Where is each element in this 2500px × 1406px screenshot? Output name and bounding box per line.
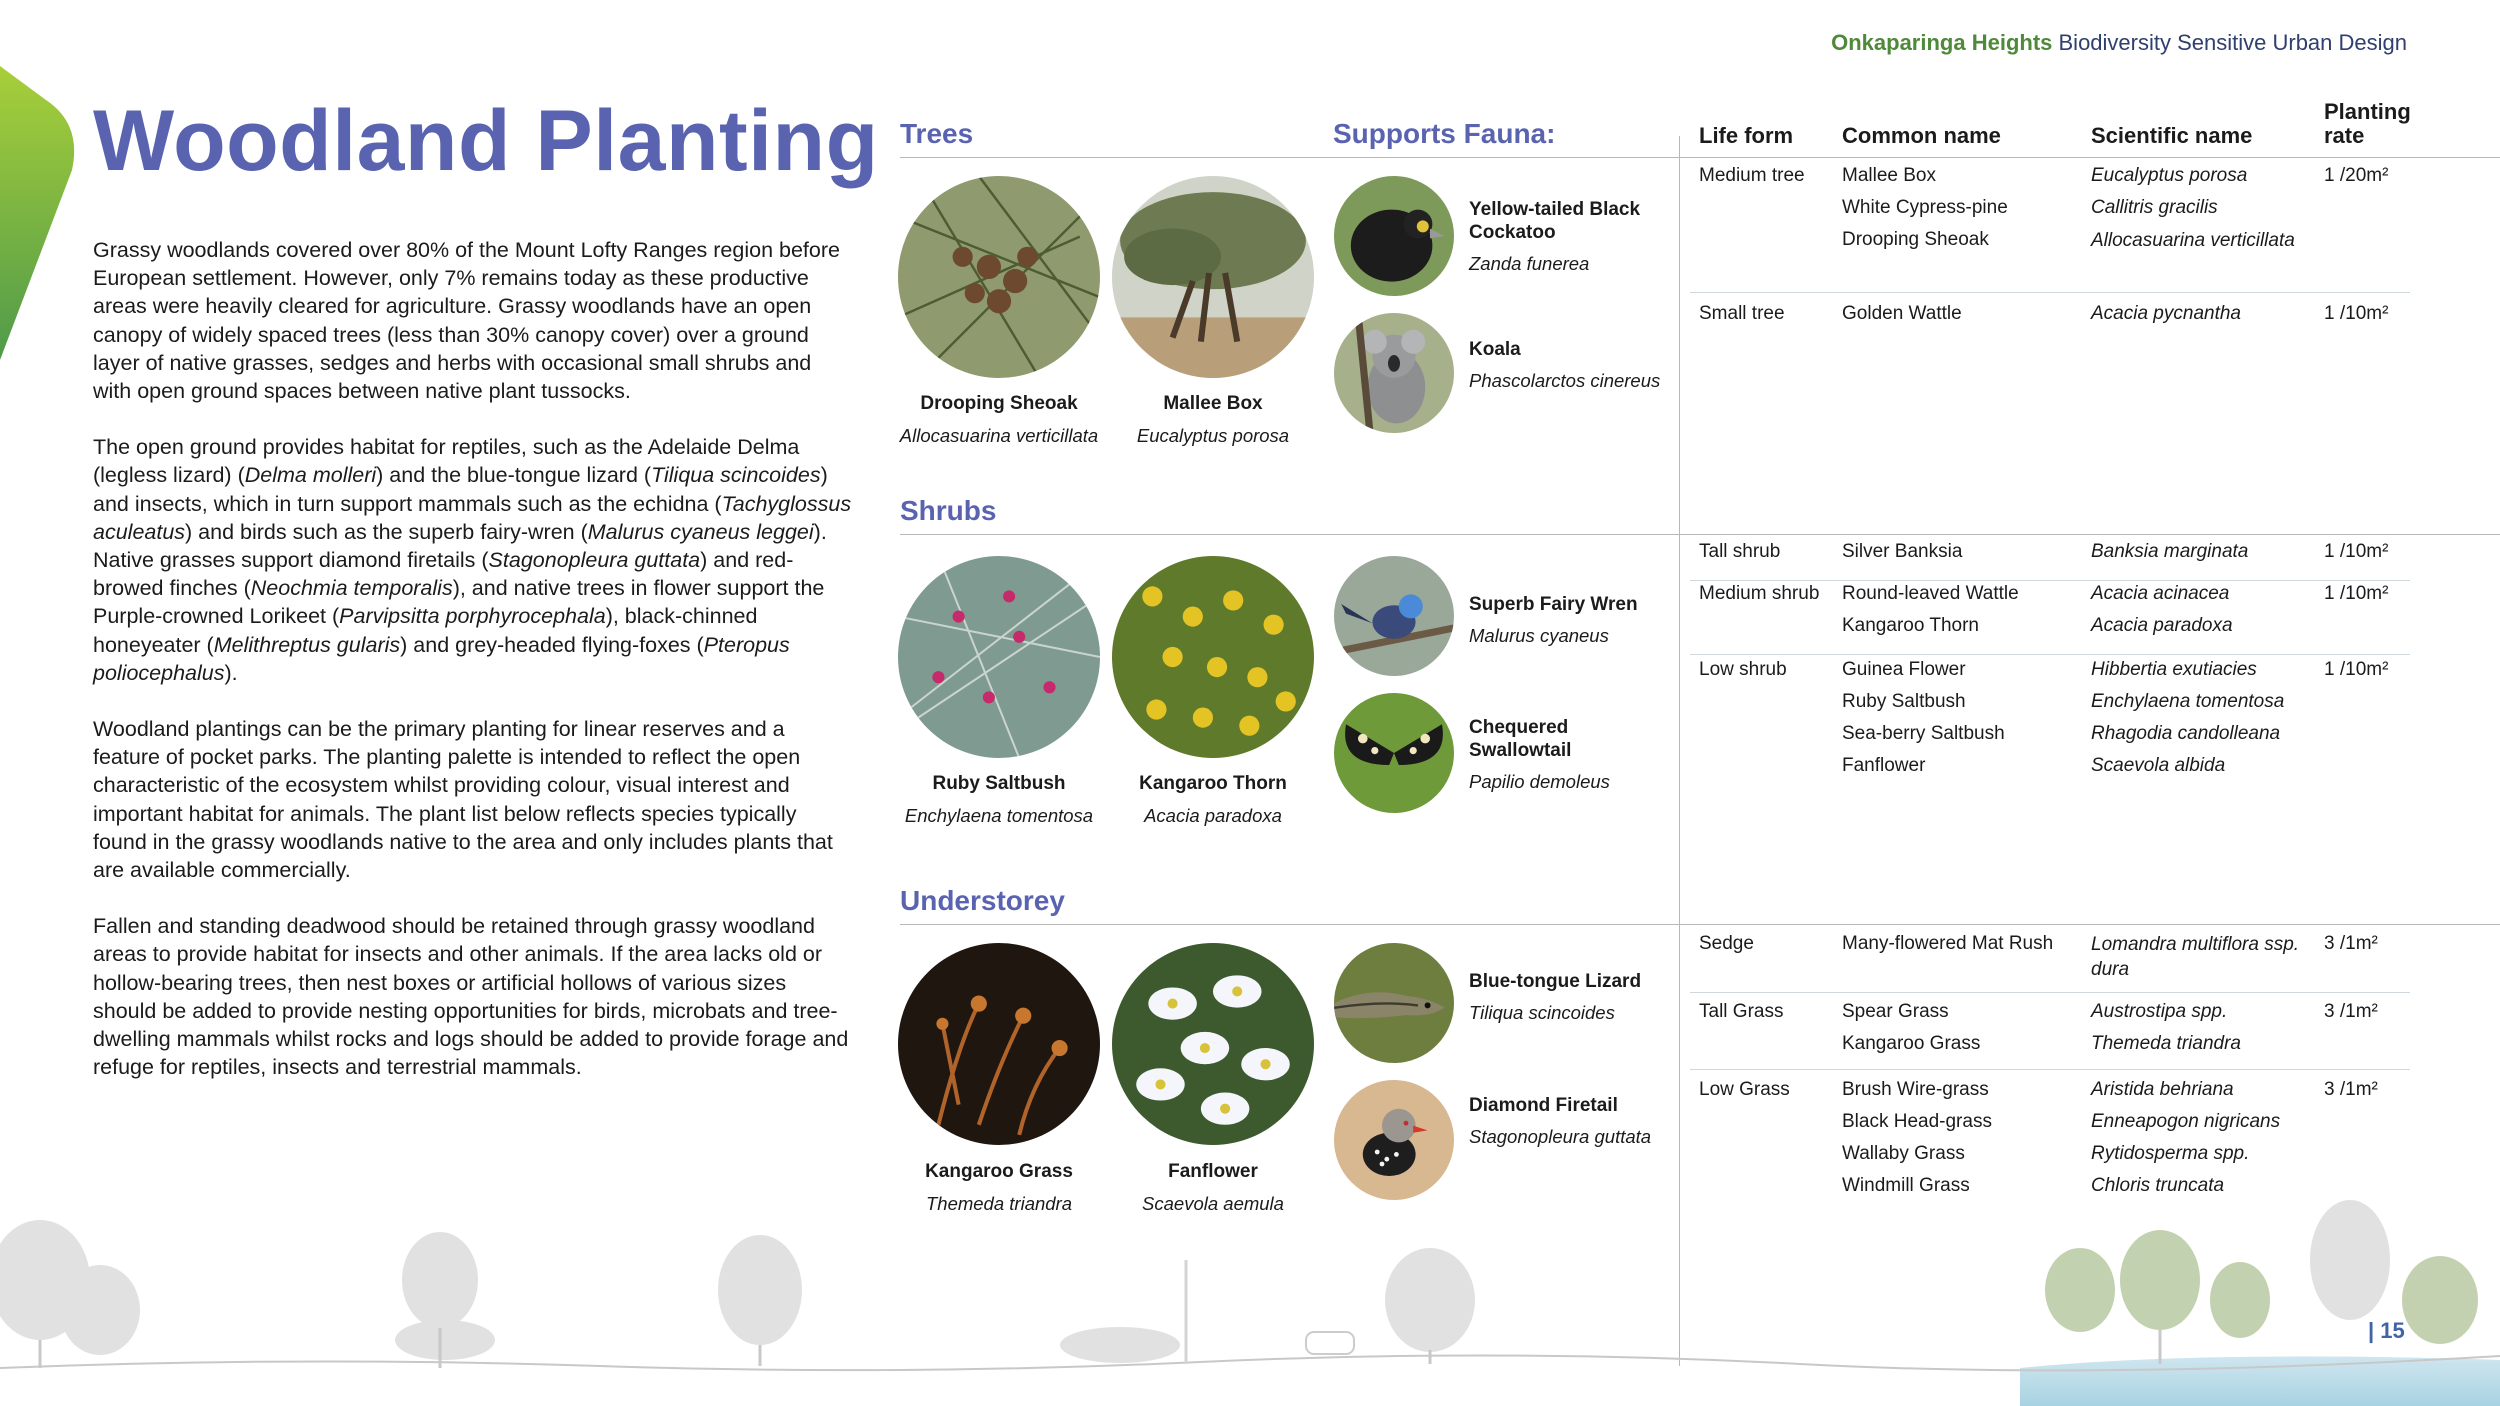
fauna-caption-wren	[1469, 593, 1669, 647]
section-title-trees: Trees	[900, 118, 974, 149]
table-cell-common: Golden Wattle	[1842, 303, 1962, 324]
paragraph-1: Grassy woodlands covered over 80% of the Mount Lofty Ranges region before European settlement. However, only 7% remains today as these productive areas were heavily cleared for agriculture. Grassy woodlands have an open canopy of widely spaced trees (less than 30% canopy cover) over a ground layer of native grasses, sedges and herbs with occasional small shrubs and with open ground spaces between native plant tussocks.	[93, 238, 840, 404]
plant-common-name: Fanflower	[1168, 1161, 1258, 1182]
fauna-caption-koala	[1469, 338, 1669, 392]
table-cell-common: Kangaroo Grass	[1842, 1033, 1981, 1054]
table-cell-common: Windmill Grass	[1842, 1175, 1970, 1196]
butterfly-photo	[1334, 693, 1454, 813]
table-cell-common: Spear Grass	[1842, 1001, 1949, 1022]
plant-scientific-name: Themeda triandra	[925, 1193, 1073, 1214]
table-cell-common: Round-leaved Wattle	[1842, 583, 2019, 604]
fauna-caption-lizard	[1469, 970, 1669, 1024]
fauna-common-name: Koala	[1469, 339, 1521, 360]
section-title-shrubs: Shrubs	[900, 495, 997, 526]
table-cell-sci: Lomandra multiflora ssp. dura	[2091, 934, 2300, 980]
fauna-caption-firetail	[1469, 1094, 1669, 1148]
understorey-rule	[900, 924, 1680, 925]
sheoak-photo	[898, 176, 1100, 378]
table-cell-rate: 3 /1m²	[2324, 1001, 2378, 1022]
header-subtitle: Biodiversity Sensitive Urban Design	[2052, 30, 2407, 55]
header-brand: Onkaparinga Heights	[1831, 30, 2053, 55]
table-cell-rate: 1 /10m²	[2324, 541, 2389, 562]
koala-photo	[1334, 313, 1454, 433]
table-cell-life: Medium tree	[1699, 165, 1805, 186]
table-group-divider	[1690, 292, 2410, 293]
table-cell-sci: Allocasuarina verticillata	[2091, 230, 2295, 251]
table-cell-sci: Rhagodia candolleana	[2091, 723, 2281, 744]
fauna-scientific-name: Tiliqua scincoides	[1469, 1002, 1615, 1023]
plant-scientific-name: Eucalyptus porosa	[1136, 425, 1290, 446]
trees-rule	[900, 157, 1680, 158]
fauna-scientific-name: Stagonopleura guttata	[1469, 1126, 1652, 1147]
fauna-scientific-name: Zanda funerea	[1469, 253, 1590, 274]
table-cell-sci: Rytidosperma spp.	[2091, 1143, 2250, 1164]
table-cell-rate: 3 /1m²	[2324, 1079, 2378, 1100]
fauna-common-name: Chequered Swallowtail	[1469, 717, 1572, 761]
table-cell-common: Black Head-grass	[1842, 1111, 1992, 1132]
lizard-photo	[1334, 943, 1454, 1063]
page-header	[1831, 30, 2407, 56]
table-cell-common: Guinea Flower	[1842, 659, 1966, 680]
cockatoo-photo	[1334, 176, 1454, 296]
plant-caption-mallee	[1103, 392, 1323, 448]
body-text	[93, 236, 853, 1081]
paragraph-3: Woodland plantings can be the primary planting for linear reserves and a feature of pocket parks. The planting palette is intended to reflect the open characteristic of the ecosystem whilst providing colour, visual interest and important habitat for animals. The plant list below reflects species typically found in the grassy woodlands native to the area and only includes plants that are available commercially.	[93, 717, 833, 883]
table-cell-sci: Acacia pycnantha	[2091, 303, 2241, 324]
table-cell-rate: 1 /10m²	[2324, 303, 2389, 324]
table-cell-sci: Acacia paradoxa	[2091, 615, 2233, 636]
table-cell-common: Drooping Sheoak	[1842, 229, 1989, 250]
section-title-fauna: Supports Fauna:	[1333, 118, 1556, 149]
table-cell-common: Silver Banksia	[1842, 541, 1963, 562]
table-cell-rate: 1 /20m²	[2324, 165, 2389, 186]
table-cell-sci: Acacia acinacea	[2091, 583, 2230, 604]
saltbush-photo	[898, 556, 1100, 758]
fauna-caption-butterfly	[1469, 716, 1669, 793]
table-cell-life: Small tree	[1699, 303, 1785, 324]
table-cell-life: Sedge	[1699, 933, 1754, 954]
page-number: | 15	[2368, 1318, 2405, 1343]
plant-common-name: Ruby Saltbush	[932, 773, 1066, 794]
plant-scientific-name: Allocasuarina verticillata	[899, 425, 1099, 446]
table-cell-sci: Callitris gracilis	[2091, 197, 2218, 218]
shrubs-rule	[900, 534, 1680, 535]
plant-caption-saltbush	[889, 772, 1109, 828]
table-cell-common: Mallee Box	[1842, 165, 1936, 186]
table-cell-common: Fanflower	[1842, 755, 1926, 776]
fauna-common-name: Diamond Firetail	[1469, 1095, 1618, 1116]
wren-photo	[1334, 556, 1454, 676]
table-cell-life: Medium shrub	[1699, 583, 1820, 604]
green-corner-tab	[0, 60, 84, 360]
table-cell-life: Tall shrub	[1699, 541, 1781, 562]
table-cell-sci: Themeda triandra	[2091, 1033, 2241, 1054]
table-group-divider	[1690, 992, 2410, 993]
fauna-common-name: Blue-tongue Lizard	[1469, 971, 1642, 992]
plant-scientific-name: Scaevola aemula	[1142, 1193, 1284, 1214]
plant-common-name: Kangaroo Grass	[925, 1161, 1073, 1182]
table-cell-rate: 1 /10m²	[2324, 659, 2389, 680]
table-cell-common: Many-flowered Mat Rush	[1842, 933, 2054, 954]
plant-caption-sheoak	[889, 392, 1109, 448]
table-cell-common: Kangaroo Thorn	[1842, 615, 1979, 636]
plant-caption-acacia	[1103, 772, 1323, 828]
table-cell-sci: Enneapogon nigricans	[2091, 1111, 2281, 1132]
table-cell-sci: Hibbertia exutiacies	[2091, 659, 2257, 680]
mallee-photo	[1112, 176, 1314, 378]
plant-common-name: Mallee Box	[1163, 393, 1263, 414]
table-cell-common: Wallaby Grass	[1842, 1143, 1965, 1164]
table-cell-sci: Austrostipa spp.	[2091, 1001, 2228, 1022]
table-cell-life: Tall Grass	[1699, 1001, 1784, 1022]
fauna-scientific-name: Malurus cyaneus	[1469, 625, 1609, 646]
table-cell-sci: Banksia marginata	[2091, 541, 2249, 562]
table-cell-sci: Eucalyptus porosa	[2091, 165, 2248, 186]
plant-scientific-name: Enchylaena tomentosa	[904, 805, 1094, 826]
table-cell-common: White Cypress-pine	[1842, 197, 2008, 218]
table-header-common-name: Common name	[1842, 123, 2001, 148]
plant-scientific-name: Acacia paradoxa	[1144, 805, 1282, 826]
grass-photo	[898, 943, 1100, 1145]
table-cell-sci: Aristida behriana	[2091, 1079, 2234, 1100]
table-cell-common: Sea-berry Saltbush	[1842, 723, 2005, 744]
fauna-common-name: Yellow-tailed Black Cockatoo	[1469, 199, 1641, 243]
table-header-planting-rate: Planting rate	[2324, 99, 2411, 148]
table-group-divider	[1690, 1069, 2410, 1070]
section-title-understorey: Understorey	[900, 885, 1065, 916]
fanflower-photo	[1112, 943, 1314, 1145]
table-header-life-form: Life form	[1699, 123, 1794, 148]
table-cell-life: Low shrub	[1699, 659, 1787, 680]
table-header-rule	[1680, 157, 2500, 158]
table-cell-sci: Enchylaena tomentosa	[2091, 691, 2285, 712]
fauna-common-name: Superb Fairy Wren	[1469, 594, 1638, 615]
landscape-illustration	[0, 1150, 2500, 1406]
table-cell-common: Ruby Saltbush	[1842, 691, 1966, 712]
table-cell-sci: Chloris truncata	[2091, 1175, 2225, 1196]
fauna-scientific-name: Papilio demoleus	[1469, 771, 1610, 792]
paragraph-4: Fallen and standing deadwood should be retained through grassy woodland areas to provide habitat for insects and other animals. If the area lacks old or hollow-bearing trees, then nest boxes or artificial hollows of various sizes should be added to provide nesting opportunities for birds, microbats and tree-dwelling mammals whilst rocks and logs should be added to provide forage and refuge for reptiles, insects and terrestrial mammals.	[93, 914, 849, 1080]
table-header-scientific-name: Scientific name	[2091, 123, 2253, 148]
fauna-scientific-name: Phascolarctos cinereus	[1469, 370, 1661, 391]
table-understorey-rule	[1680, 924, 2500, 925]
page-title: Woodland Planting	[93, 93, 879, 189]
table-cell-rate: 1 /10m²	[2324, 583, 2389, 604]
plant-common-name: Drooping Sheoak	[920, 393, 1078, 414]
paragraph-2: The open ground provides habitat for reptiles, such as the Adelaide Delma (legless lizard) (Delma molleri) and the blue-tongue lizard (Tiliqua scincoides) and insects, which in turn support mammals such as the echidna (Tachyglossus aculeatus) and birds such as the superb fairy-wren (Malurus cyaneus leggei). Native grasses support diamond firetails (Stagonopleura guttata) and red-browed finches (Neochmia temporalis), and native trees in flower support the Purple-crowned Lorikeet (Parvipsitta porphyrocephala), black-chinned honeyeater (Melithreptus gularis) and grey-headed flying-foxes (Pteropus poliocephalus).	[93, 435, 852, 685]
fauna-caption-cockatoo	[1469, 198, 1669, 275]
table-shrubs-rule	[1680, 534, 2500, 535]
table-cell-life: Low Grass	[1699, 1079, 1790, 1100]
table-cell-rate: 3 /1m²	[2324, 933, 2378, 954]
table-cell-common: Brush Wire-grass	[1842, 1079, 1989, 1100]
plant-common-name: Kangaroo Thorn	[1139, 773, 1287, 794]
acacia-photo	[1112, 556, 1314, 758]
table-cell-sci: Scaevola albida	[2091, 755, 2226, 776]
